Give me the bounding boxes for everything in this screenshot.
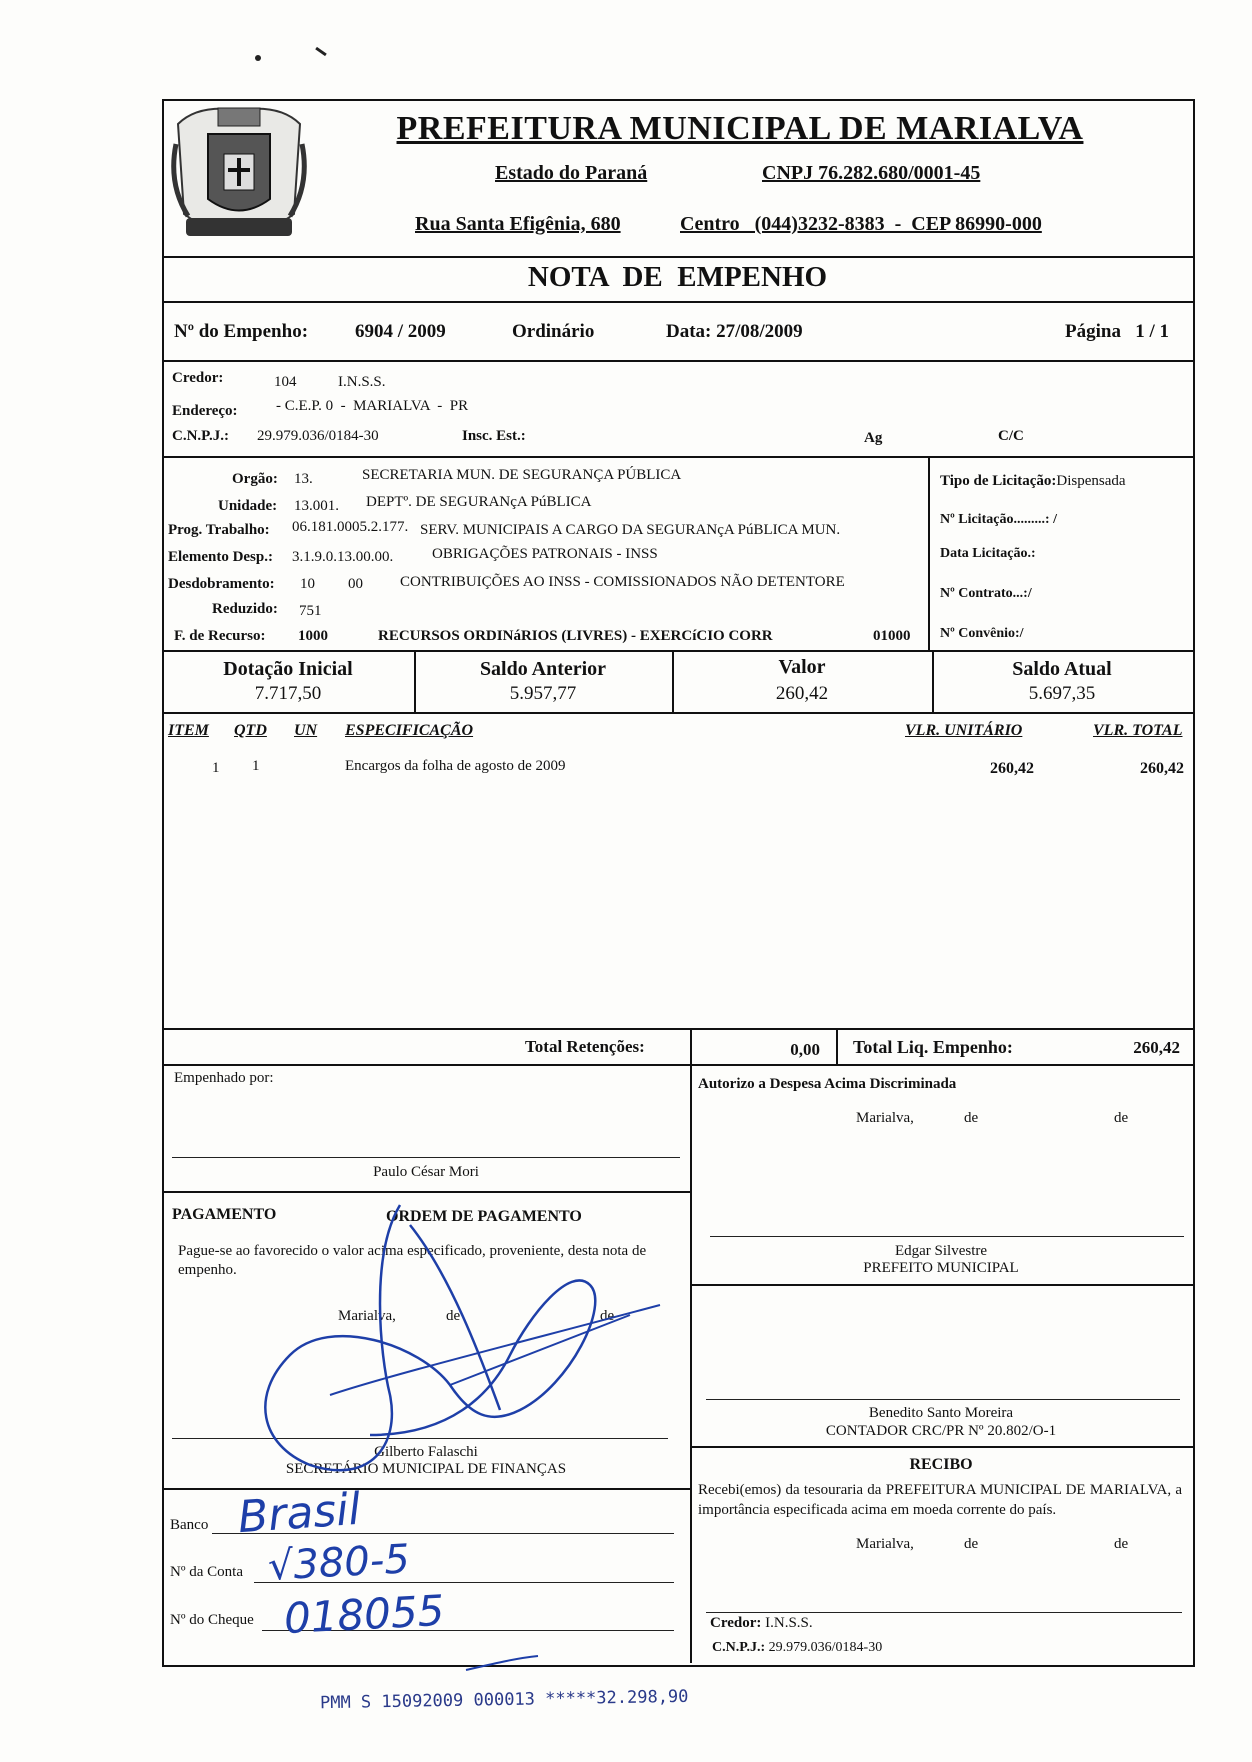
desdobramento-sub: 00 <box>348 576 363 592</box>
cc-label: C/C <box>998 428 1024 444</box>
orgao-name: SECRETARIA MUN. DE SEGURANÇA PÚBLICA <box>362 467 682 483</box>
divider <box>162 1064 1193 1066</box>
empenho-date: Data: 27/08/2009 <box>666 321 803 342</box>
crest-logo <box>168 104 310 252</box>
col-header-item: ITEM <box>168 722 209 739</box>
pagamento-text: Pague-se ao favorecido o valor acima especificado, proveniente, desta nota de empenho. <box>178 1243 647 1278</box>
credor-cnpj: 29.979.036/0184-30 <box>257 428 379 444</box>
recibo-credor-label: Credor: <box>710 1615 762 1631</box>
reduzido-label: Reduzido: <box>212 601 278 617</box>
divider <box>690 1284 1193 1286</box>
divider <box>162 301 1193 303</box>
licitacao-tipo-value: Dispensada <box>1056 473 1126 489</box>
empenhado-label: Empenhado por: <box>174 1070 274 1086</box>
divider <box>690 1064 692 1663</box>
licitacao-numero: Nº Licitação.........: / <box>940 512 1057 527</box>
payment-stamp: PMM S 15092009 000013 *****32.298,90 <box>319 1686 689 1714</box>
header-title: PREFEITURA MUNICIPAL DE MARIALVA <box>396 110 1084 147</box>
table-row-spec: Encargos da folha de agosto de 2009 <box>345 758 566 774</box>
recurso-name: RECURSOS ORDINáRIOS (LIVRES) - EXERCíCIO CORR <box>378 628 773 644</box>
header-contact: Centro (044)3232-8383 - CEP 86990-000 <box>680 213 1042 235</box>
recibo-place: Marialva, <box>856 1536 914 1552</box>
orgao-code: 13. <box>294 471 313 487</box>
recibo-credor-value: I.N.S.S. <box>765 1615 813 1631</box>
saldo-atual-value: 5.697,35 <box>1028 683 1096 704</box>
ag-label: Ag <box>864 430 883 446</box>
pagamento-label: PAGAMENTO <box>172 1206 277 1223</box>
col-header-un: UN <box>294 722 318 739</box>
pagamento-signer: Gilberto Falaschi <box>374 1444 478 1460</box>
header-cnpj: CNPJ 76.282.680/0001-45 <box>762 162 981 184</box>
desdobramento-code: 10 <box>300 576 315 592</box>
col-header-total: VLR. TOTAL <box>1093 722 1183 739</box>
credor-name: I.N.S.S. <box>338 374 386 390</box>
unidade-label: Unidade: <box>218 498 278 514</box>
table-row-unit: 260,42 <box>990 760 1034 777</box>
divider <box>928 456 930 650</box>
recurso-code: 1000 <box>298 628 328 644</box>
page-number: Página 1 / 1 <box>1065 321 1169 342</box>
col-header-spec: ESPECIFICAÇÃO <box>345 722 474 739</box>
unidade-name: DEPTº. DE SEGURANçA PúBLICA <box>366 494 592 510</box>
table-row-item: 1 <box>212 760 220 776</box>
table-row-qtd: 1 <box>252 758 260 774</box>
licitacao-tipo-label: Tipo de Licitação: <box>940 473 1057 489</box>
autorizo-de1: de <box>964 1110 979 1126</box>
total-liquido-label: Total Liq. Empenho: <box>853 1037 1013 1057</box>
total-retencoes-label: Total Retenções: <box>525 1037 645 1056</box>
cheque-label: Nº do Cheque <box>170 1612 254 1628</box>
banco-label: Banco <box>170 1517 209 1533</box>
autorizo-signer: Edgar Silvestre <box>894 1243 988 1259</box>
recurso-label: F. de Recurso: <box>174 628 266 644</box>
recibo-cnpj <box>712 1640 882 1656</box>
licitacao-convenio: Nº Convênio:/ <box>940 626 1024 641</box>
total-retencoes-value: 0,00 <box>790 1040 820 1059</box>
empenho-label: Nº do Empenho: <box>174 321 309 342</box>
document-title: NOTA DE EMPENHO <box>527 261 828 293</box>
licitacao-contrato: Nº Contrato...:/ <box>940 586 1032 601</box>
signature-line <box>710 1236 1184 1237</box>
col-header-unit: VLR. UNITÁRIO <box>905 722 1023 739</box>
divider <box>162 456 1193 458</box>
elemento-label: Elemento Desp.: <box>168 549 273 565</box>
divider <box>836 1028 838 1064</box>
handwritten-signature <box>250 1195 670 1505</box>
recurso-sub: 01000 <box>873 628 911 644</box>
autorizo-place: Marialva, <box>856 1110 914 1126</box>
contador-signer-role: CONTADOR CRC/PR Nº 20.802/O-1 <box>825 1423 1057 1439</box>
recibo-de1: de <box>964 1536 979 1552</box>
scan-mark <box>315 47 327 56</box>
conta-handwritten: √380-5 <box>266 1536 411 1590</box>
credor-code: 104 <box>274 374 297 390</box>
banco-handwritten: Brasil <box>236 1483 363 1544</box>
conta-label: Nº da Conta <box>170 1564 243 1580</box>
dotacao-inicial-value: 7.717,50 <box>254 683 322 704</box>
desdobramento-name: CONTRIBUIÇÕES AO INSS - COMISSIONADOS NÃO DETENTORE <box>400 574 845 590</box>
credor-address: - C.E.P. 0 - MARIALVA - PR <box>276 398 469 414</box>
divider <box>162 650 1193 652</box>
address-label: Endereço: <box>172 403 238 419</box>
contador-signer: Benedito Santo Moreira <box>868 1405 1014 1421</box>
credor-label: Credor: <box>172 370 224 386</box>
prog-label: Prog. Trabalho: <box>168 522 270 538</box>
autorizo-signer-role: PREFEITO MUNICIPAL <box>863 1260 1019 1276</box>
divider <box>162 712 1193 714</box>
divider <box>162 360 1193 362</box>
cnpj-label: C.N.P.J.: <box>172 428 229 444</box>
desdobramento-label: Desdobramento: <box>168 576 275 592</box>
divider <box>162 1191 690 1193</box>
signature-line <box>706 1399 1180 1400</box>
recibo-cnpj-label: C.N.P.J.: <box>712 1640 766 1655</box>
empenho-type: Ordinário <box>512 321 595 342</box>
unidade-code: 13.001. <box>294 498 339 514</box>
saldo-anterior-label: Saldo Anterior <box>479 658 607 680</box>
pagamento-de2: de <box>600 1308 615 1324</box>
col-header-qtd: QTD <box>234 722 267 739</box>
saldo-atual-label: Saldo Atual <box>1012 658 1112 680</box>
prog-name: SERV. MUNICIPAIS A CARGO DA SEGURANçA PúBLICA MUN. <box>420 522 841 538</box>
insc-label: Insc. Est.: <box>462 428 526 444</box>
reduzido-value: 751 <box>299 603 322 619</box>
header-state: Estado do Paraná <box>495 162 648 184</box>
prog-code: 06.181.0005.2.177. <box>292 519 409 535</box>
orgao-label: Orgão: <box>232 471 278 487</box>
licitacao-tipo <box>940 473 1126 490</box>
autorizo-de2: de <box>1114 1110 1129 1126</box>
saldo-anterior-value: 5.957,77 <box>509 683 577 704</box>
recibo-cnpj-value: 29.979.036/0184-30 <box>768 1640 883 1655</box>
empenho-number: 6904 / 2009 <box>355 321 446 342</box>
autorizo-label: Autorizo a Despesa Acima Discriminada <box>698 1076 957 1092</box>
licitacao-data: Data Licitação.: <box>940 546 1036 561</box>
cheque-handwritten: 018055 <box>282 1585 446 1644</box>
pagamento-de1: de <box>446 1308 461 1324</box>
elemento-name: OBRIGAÇÕES PATRONAIS - INSS <box>432 546 658 562</box>
divider <box>162 1028 1193 1030</box>
divider <box>690 1446 1193 1448</box>
recibo-credor <box>710 1615 813 1632</box>
valor-label: Valor <box>778 656 826 678</box>
tick-mark <box>462 1654 542 1674</box>
recibo-label: RECIBO <box>909 1456 973 1473</box>
table-row-total: 260,42 <box>1140 760 1184 777</box>
scan-mark <box>255 55 261 61</box>
pagamento-signer-role: SECRETÁRIO MUNICIPAL DE FINANÇAS <box>285 1461 567 1477</box>
recibo-text: Recebi(emos) da tesouraria da PREFEITURA MUNICIPAL DE MARIALVA, a importância especificada acima em moeda corrente do país. <box>698 1482 1182 1518</box>
divider <box>162 256 1193 258</box>
dotacao-inicial-label: Dotação Inicial <box>223 658 353 680</box>
total-liquido-value: 260,42 <box>1133 1038 1180 1057</box>
recibo-de2: de <box>1114 1536 1129 1552</box>
empenhado-name: Paulo César Mori <box>373 1164 479 1180</box>
signature-line <box>706 1612 1182 1613</box>
divider <box>690 1028 692 1064</box>
elemento-code: 3.1.9.0.13.00.00. <box>292 549 394 565</box>
header-address: Rua Santa Efigênia, 680 <box>415 213 621 235</box>
pagamento-place: Marialva, <box>338 1308 396 1324</box>
signature-line <box>172 1157 680 1158</box>
ordem-label: ORDEM DE PAGAMENTO <box>386 1208 582 1225</box>
valor-value: 260,42 <box>775 683 829 704</box>
